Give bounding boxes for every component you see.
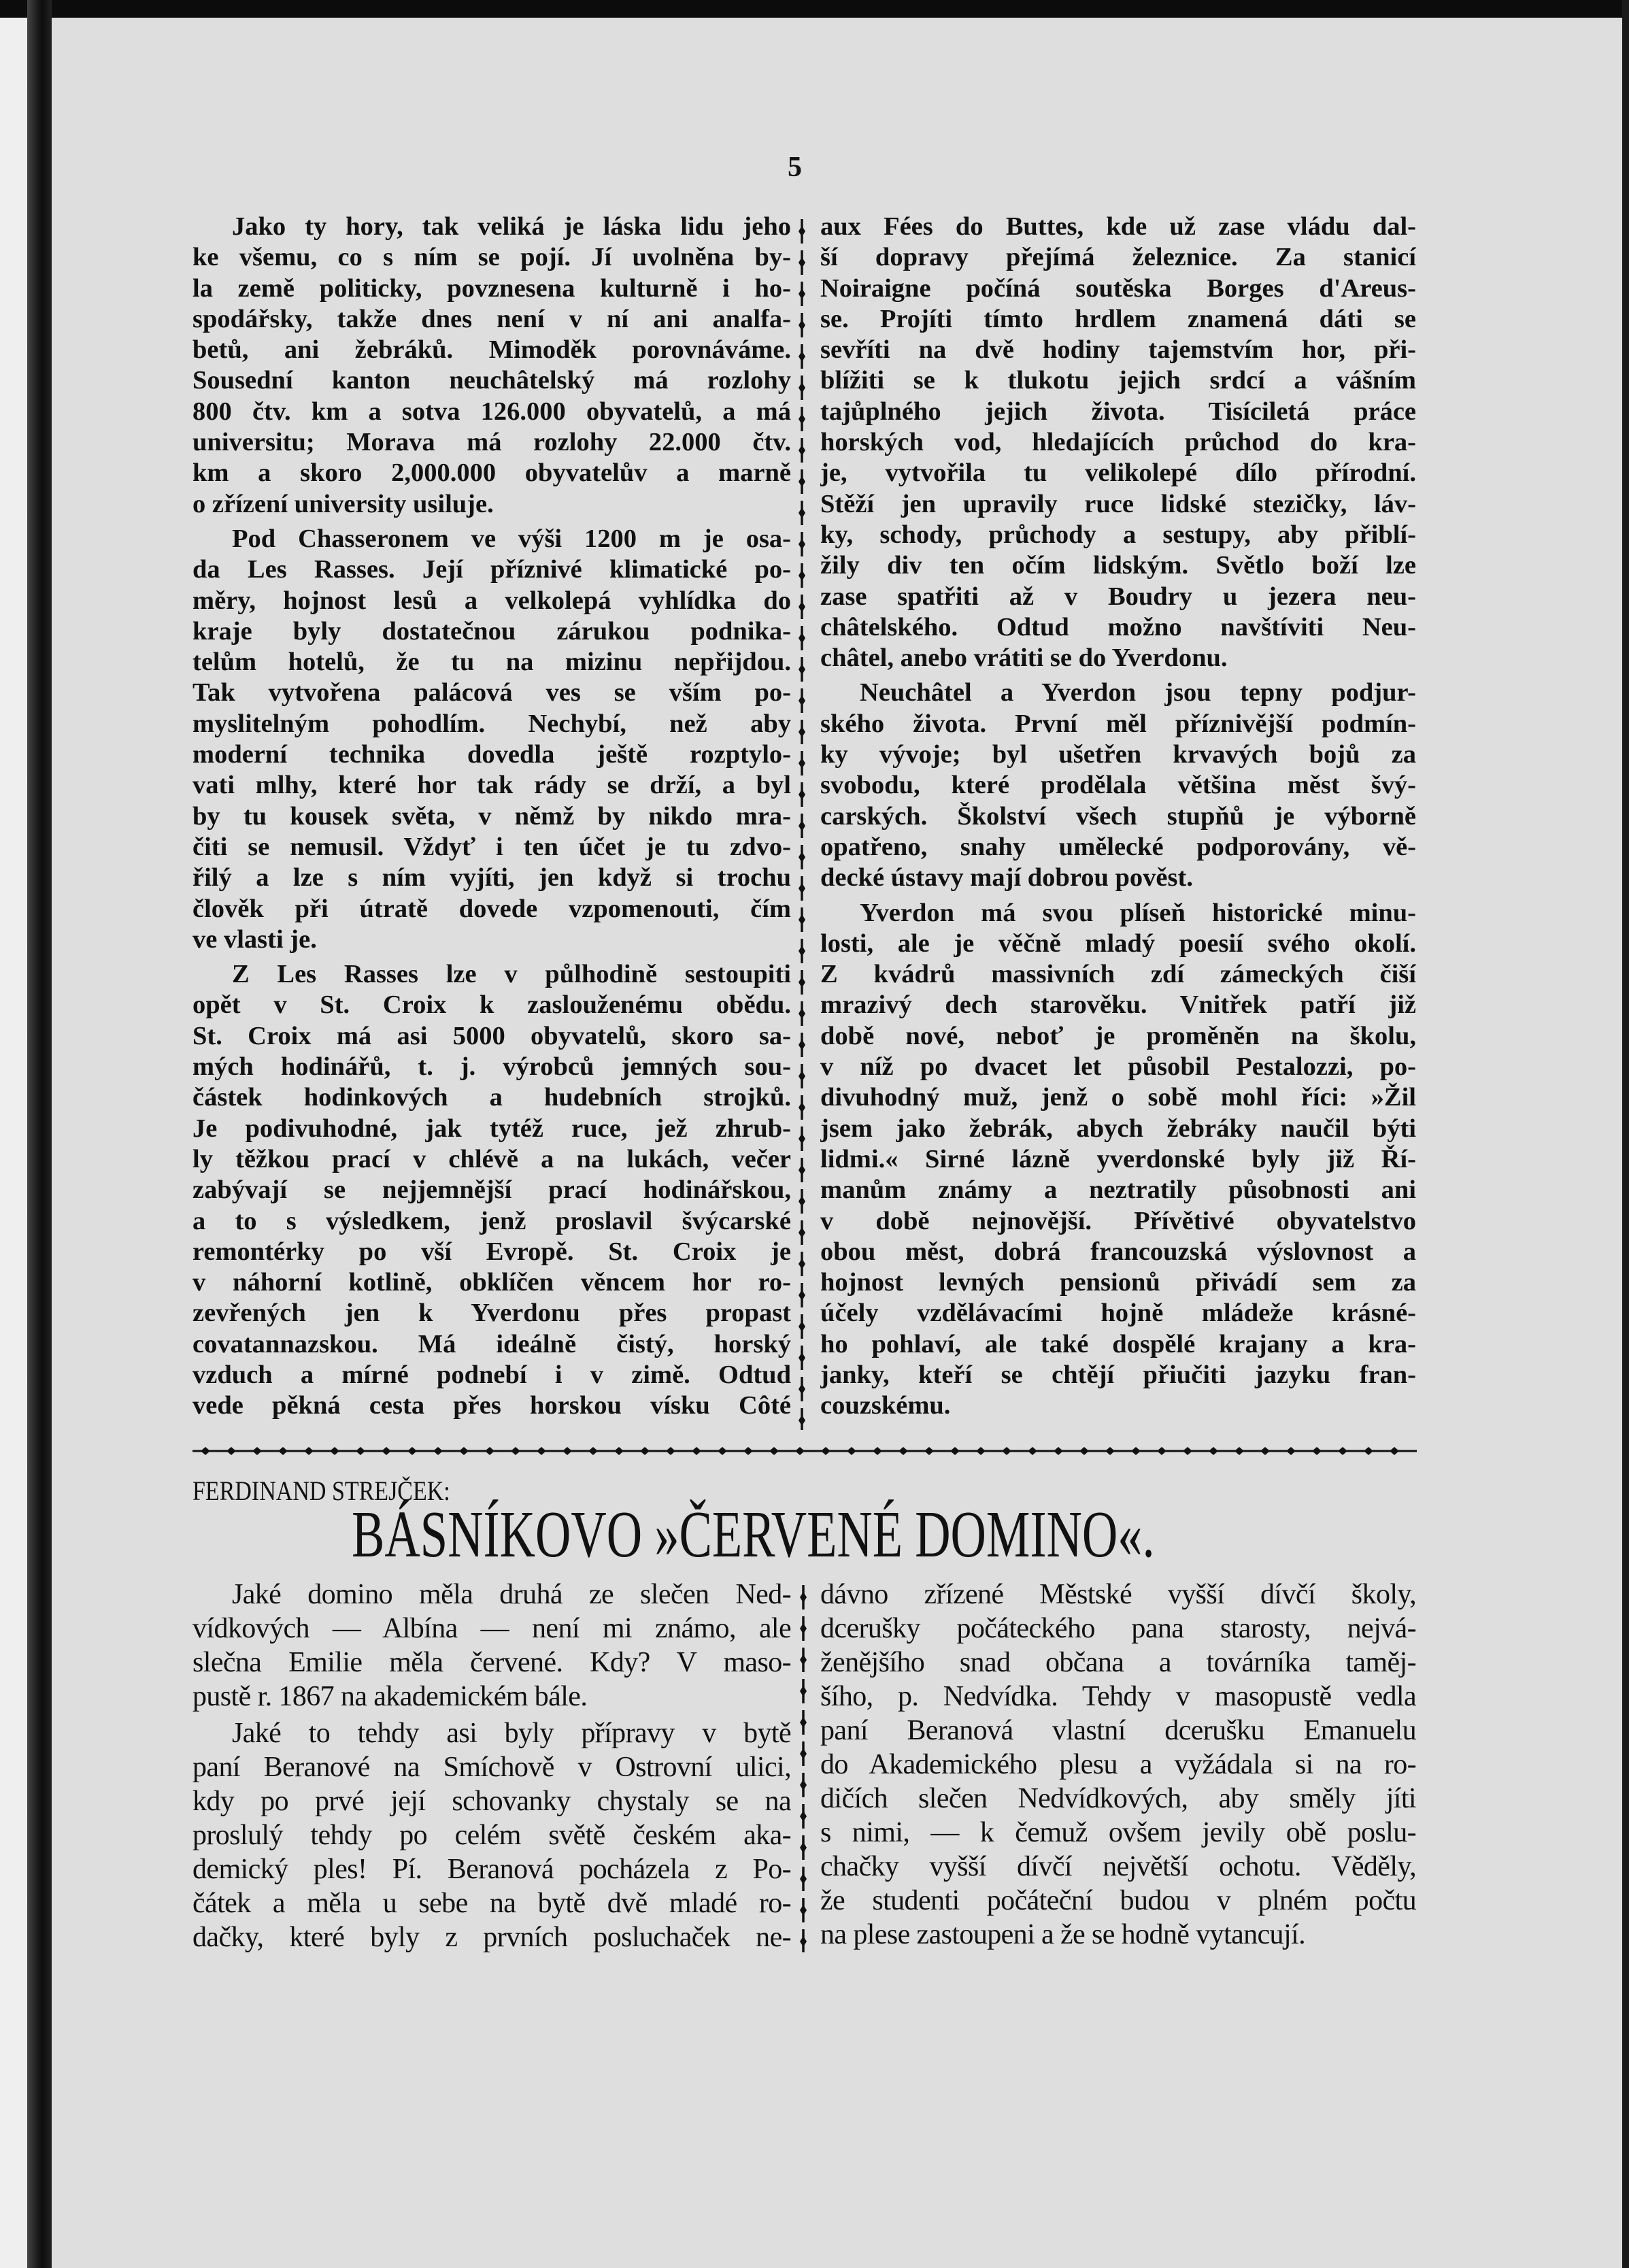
rule-ornament xyxy=(799,727,805,737)
ornamental-divider xyxy=(192,1445,1417,1457)
text-line: je, vytvořila tu velikolepé dílo přírodní. xyxy=(820,458,1416,488)
text-line: vídkových — Albína — není mi známo, ale xyxy=(192,1613,791,1644)
rule-ornament xyxy=(799,664,805,675)
text-line: částek hodinkových a hudebních strojků. xyxy=(192,1083,791,1112)
rule-ornament xyxy=(800,1717,807,1728)
text-line: v níž po dvacet let působil Pestalozzi, po- xyxy=(820,1052,1416,1082)
text-line: šího, p. Nedvídka. Tehdy v masopustě vedla xyxy=(820,1681,1416,1712)
rule-ornament xyxy=(799,1384,805,1395)
text-line: ke všemu, co s ním se pojí. Jí uvolněna by- xyxy=(192,243,791,272)
article2-left-column xyxy=(192,1578,791,1954)
text-line: měry, hojnost lesů a velkolepá vyhlídka do xyxy=(192,586,791,615)
text-line: účely vzdělávacími hojně mládeže krásné- xyxy=(820,1299,1416,1328)
text-line: janky, kteří se chtějí přiučiti jazyku fran- xyxy=(820,1360,1416,1389)
rule-ornament xyxy=(799,476,805,487)
text-line: by tu kousek světa, v němž by nikdo mra- xyxy=(192,801,791,831)
rule-ornament xyxy=(799,883,805,894)
text-line: Stěží jen upravily ruce lidské stezičky, láv- xyxy=(820,489,1416,518)
rule-ornament xyxy=(799,914,805,925)
paragraph xyxy=(192,1578,791,1714)
rule-ornament xyxy=(800,1873,807,1884)
text-line: Noiraigne počíná soutěska Borges d'Areus- xyxy=(820,273,1416,303)
text-line: v náhorní kotlině, obklíčen věncem hor ro- xyxy=(192,1268,791,1297)
text-line: jsem jako žebrák, abych žebráky naučil býti xyxy=(820,1114,1416,1143)
rule-ornament xyxy=(799,288,805,299)
paragraph xyxy=(820,212,1416,673)
rule-ornament xyxy=(799,601,805,612)
text-line: ského života. První měl příznivější podmín- xyxy=(820,709,1416,738)
rule-ornament xyxy=(799,1290,805,1301)
text-line: horských vod, hledajících průchod do kra- xyxy=(820,428,1416,457)
scan-border-right xyxy=(1622,0,1629,2268)
text-line: chačky vyšší dívčí největší ochotu. Věděly, xyxy=(820,1851,1416,1882)
text-line: aux Fées do Buttes, kde už zase vládu dal- xyxy=(820,212,1416,241)
scan-border-left xyxy=(27,0,52,2268)
text-line: sevříti na dvě hodiny tajemstvím hor, při- xyxy=(820,335,1416,365)
text-line: spodářsky, takže dnes není v ní ani analfa- xyxy=(192,304,791,333)
text-line: demický ples! Pí. Beranová pocházela z Po- xyxy=(192,1854,791,1885)
text-line: da Les Rasses. Její příznivé klimatické po- xyxy=(192,555,791,584)
text-line: mrazivý dech starověku. Vnitřek patří již xyxy=(820,990,1416,1020)
text-line: s nimi, — k čemuž ovšem jevily obě poslu- xyxy=(820,1817,1416,1848)
text-line: dcerušky počáteckého pana starosty, nejvá- xyxy=(820,1613,1416,1644)
rule-ornament xyxy=(800,1592,807,1603)
paragraph xyxy=(192,212,791,520)
text-line: vati mlhy, které hor tak rády se drží, a byl xyxy=(192,771,791,800)
text-line: ky, schody, průchody a sestupy, aby přiblí- xyxy=(820,520,1416,549)
text-line: opět v St. Croix k zaslouženému obědu. xyxy=(192,990,791,1020)
rule-ornament xyxy=(800,1654,807,1665)
rule-ornament xyxy=(799,1133,805,1144)
rule-ornament xyxy=(799,382,805,393)
text-line: Neuchâtel a Yverdon jsou tepny podjur- xyxy=(860,678,1416,707)
rule-ornament xyxy=(799,507,805,518)
rule-ornament xyxy=(799,539,805,550)
rule-ornament xyxy=(799,1321,805,1332)
text-line: čátek a měla u sebe na bytě dvě mladé ro- xyxy=(192,1888,791,1919)
rule-ornament xyxy=(799,1008,805,1019)
rule-ornament xyxy=(799,1039,805,1050)
rule-ornament xyxy=(800,1780,807,1790)
text-line: zabývají se nejjemnější prací hodinářskou, xyxy=(192,1175,791,1205)
rule-ornament xyxy=(799,414,805,424)
text-line: Z Les Rasses lze v půlhodině sestoupiti xyxy=(232,960,791,989)
rule-ornament xyxy=(800,1811,807,1822)
rule-ornament xyxy=(799,1102,805,1113)
text-line: ky vývoje; byl ušetřen krvavých bojů za xyxy=(820,740,1416,769)
text-line: tajůplného jejich života. Tisíciletá práce xyxy=(820,397,1416,426)
article2-right-column xyxy=(820,1578,1416,1952)
text-line: ší dopravy přejímá železnice. Za stanicí xyxy=(820,243,1416,272)
rule-ornament xyxy=(799,1258,805,1269)
text-line: carských. Školství všech stupňů je výborně xyxy=(820,801,1416,831)
text-line: telům hotelů, že tu na mizinu nepřijdou. xyxy=(192,648,791,677)
rule-ornament xyxy=(800,1842,807,1853)
text-line: kraje byly dostatečnou zárukou podnika- xyxy=(192,616,791,646)
text-line: paní Beranová vlastní dcerušku Emanuelu xyxy=(820,1715,1416,1746)
text-line: 800 čtv. km a sotva 126.000 obyvatelů, a má xyxy=(192,397,791,426)
text-line: pustě r. 1867 na akademickém bále. xyxy=(192,1681,588,1712)
text-line: mých hodinářů, t. j. výrobců jemných sou- xyxy=(192,1052,791,1082)
paragraph xyxy=(820,1578,1416,1952)
text-line: Tak vytvořena palácová ves se vším po- xyxy=(192,678,791,707)
text-line: žily div ten očím lidským. Světlo boží lze xyxy=(820,551,1416,580)
text-line: vzduch a mírné podnebí i v zimě. Odtud xyxy=(192,1360,791,1389)
text-line: o zřízení university usiluje. xyxy=(192,489,494,518)
text-line: člověk při útratě dovede vzpomenouti, čím xyxy=(192,894,791,923)
rule-ornament xyxy=(799,758,805,769)
paragraph xyxy=(820,678,1416,893)
text-line: době nové, neboť je proměněn na školu, xyxy=(820,1021,1416,1050)
paragraph xyxy=(192,959,791,1421)
text-line: manům známy a neztratily působnosti ani xyxy=(820,1175,1416,1205)
text-line: dávno zřízené Městské vyšší dívčí školy, xyxy=(820,1579,1416,1610)
text-line: kdy po prvé její schovanky chystaly se na xyxy=(192,1786,791,1817)
rule-ornament xyxy=(799,852,805,863)
text-line: Jako ty hory, tak veliká je láska lidu jeho xyxy=(232,212,791,241)
text-line: châtelského. Odtud možno navštíviti Neu- xyxy=(820,612,1416,641)
article-author: FERDINAND STREJČEK: xyxy=(192,1475,450,1506)
text-line: dačky, které byly z prvních posluchaček ne- xyxy=(192,1922,791,1953)
rule-ornament xyxy=(799,445,805,456)
scan-border-top xyxy=(0,0,1629,18)
paragraph xyxy=(820,898,1416,1422)
text-line: couzskému. xyxy=(820,1391,951,1420)
text-line: ve vlasti je. xyxy=(192,924,317,954)
text-line: la země politicky, povznesena kulturně i ho- xyxy=(192,273,791,303)
text-line: St. Croix má asi 5000 obyvatelů, skoro sa- xyxy=(192,1021,791,1050)
text-line: divuhodný muž, jenž o sobě mohl říci: »Žil xyxy=(820,1083,1416,1112)
rule-ornament xyxy=(799,1415,805,1426)
text-line: na plese zastoupeni a že se hodně vytancují. xyxy=(820,1919,1305,1950)
rule-ornament xyxy=(799,1071,805,1082)
text-line: zevřených jen k Yverdonu přes propast xyxy=(192,1299,791,1328)
article1-left-column xyxy=(192,212,791,1422)
rule-ornament xyxy=(799,1196,805,1207)
text-line: ženějšího snad občana a továrníka taměj- xyxy=(820,1647,1416,1678)
article1-right-column xyxy=(820,212,1416,1422)
article-title: BÁSNÍKOVO »ČERVENÉ DOMINO«. xyxy=(352,1498,1155,1571)
text-line: že studenti počáteční budou v plném počtu xyxy=(820,1885,1416,1916)
text-line: svobodu, které prodělala většina měst švý- xyxy=(820,771,1416,800)
text-line: blížiti se k tlukotu jejich srdcí a vášním xyxy=(820,366,1416,395)
rule-ornament xyxy=(800,1936,807,1947)
text-line: Z kvádrů massivních zdí zámeckých čiší xyxy=(820,960,1416,989)
rule-ornament xyxy=(799,570,805,581)
rule-ornament xyxy=(800,1623,807,1634)
rule-ornament xyxy=(799,695,805,706)
text-line: Pod Chasseronem ve výši 1200 m je osa- xyxy=(232,524,791,553)
rule-ornament xyxy=(799,351,805,362)
rule-ornament xyxy=(799,633,805,644)
text-line: opatřeno, snahy umělecké podporovány, vě- xyxy=(820,832,1416,861)
scan-margin-left xyxy=(0,18,27,2268)
text-line: km a skoro 2,000.000 obyvatelův a marně xyxy=(192,458,791,488)
column-rule xyxy=(798,219,806,1430)
text-line: universitu; Morava má rozlohy 22.000 čtv. xyxy=(192,428,791,457)
text-line: paní Beranové na Smíchově v Ostrovní ulici, xyxy=(192,1752,791,1783)
rule-ornament xyxy=(799,320,805,331)
text-line: v době nejnovější. Přívětivé obyvatelstvo xyxy=(820,1206,1416,1235)
rule-ornament xyxy=(799,946,805,956)
text-line: remontérky po vší Evropě. St. Croix je xyxy=(192,1237,791,1266)
rule-ornament xyxy=(799,1352,805,1363)
paragraph xyxy=(192,1716,791,1954)
text-line: Yverdon má svou plíseň historické minu- xyxy=(860,898,1416,927)
text-line: lidmi.« Sirné lázně yverdonské byly již Ří- xyxy=(820,1144,1416,1173)
text-line: moderní technika dovedla ještě rozptylo- xyxy=(192,740,791,769)
text-line: obou měst, dobrá francouzská výslovnost a xyxy=(820,1237,1416,1266)
rule-ornament xyxy=(799,789,805,800)
text-line: covatannazskou. Má ideálně čistý, horský xyxy=(192,1329,791,1358)
text-line: čiti se nemusil. Vždyť i ten účet je tu zdvo- xyxy=(192,832,791,861)
text-line: slečna Emilie měla červené. Kdy? V maso- xyxy=(192,1647,791,1678)
text-line: ho pohlaví, ale také dospělé krajany a kra- xyxy=(820,1329,1416,1358)
rule-ornament xyxy=(799,977,805,988)
text-line: řilý a lze s ním vyjíti, jen když si trochu xyxy=(192,863,791,893)
text-line: do Akademického plesu a vyžádala si na ro- xyxy=(820,1749,1416,1780)
rule-ornament xyxy=(799,1165,805,1175)
text-line: proslulý tehdy po celém světě českém aka- xyxy=(192,1820,791,1851)
text-line: dičích slečen Nedvídkových, aby směly jíti xyxy=(820,1783,1416,1814)
text-line: decké ústavy mají dobrou pověst. xyxy=(820,863,1193,893)
text-line: châtel, anebo vrátiti se do Yverdonu. xyxy=(820,644,1228,673)
text-line: Sousední kanton neuchâtelský má rozlohy xyxy=(192,366,791,395)
text-line: Je podivuhodné, jak tytéž ruce, jež zhrub- xyxy=(192,1114,791,1143)
text-line: hojnost levných pensionů přivádí sem za xyxy=(820,1268,1416,1297)
rule-ornament xyxy=(800,1748,807,1759)
text-line: Jaké to tehdy asi byly přípravy v bytě xyxy=(232,1718,791,1749)
rule-ornament xyxy=(800,1905,807,1916)
text-line: zase spatřiti až v Boudry u jezera neu- xyxy=(820,582,1416,611)
paragraph xyxy=(192,524,791,955)
rule-ornament xyxy=(799,820,805,831)
text-line: betů, ani žebráků. Mimoděk porovnáváme. xyxy=(192,335,791,365)
text-line: ly těžkou prací v chlévě a na lukách, večer xyxy=(192,1144,791,1173)
rule-ornament xyxy=(800,1686,807,1697)
column-rule xyxy=(799,1585,807,1952)
text-line: a to s výsledkem, jenž proslavil švýcarské xyxy=(192,1206,791,1235)
rule-ornament xyxy=(799,1227,805,1238)
rule-ornament xyxy=(799,226,805,237)
text-line: losti, ale je věčně mladý poesií svého okolí. xyxy=(820,929,1416,958)
page-number: 5 xyxy=(788,152,802,183)
text-line: myslitelným pohodlím. Nechybí, než aby xyxy=(192,709,791,738)
text-line: se. Projíti tímto hrdlem znamená dáti se xyxy=(820,304,1416,333)
rule-ornament xyxy=(799,257,805,268)
text-line: vede pěkná cesta přes horskou vísku Côté xyxy=(192,1391,791,1420)
text-line: Jaké domino měla druhá ze slečen Ned- xyxy=(232,1579,791,1610)
